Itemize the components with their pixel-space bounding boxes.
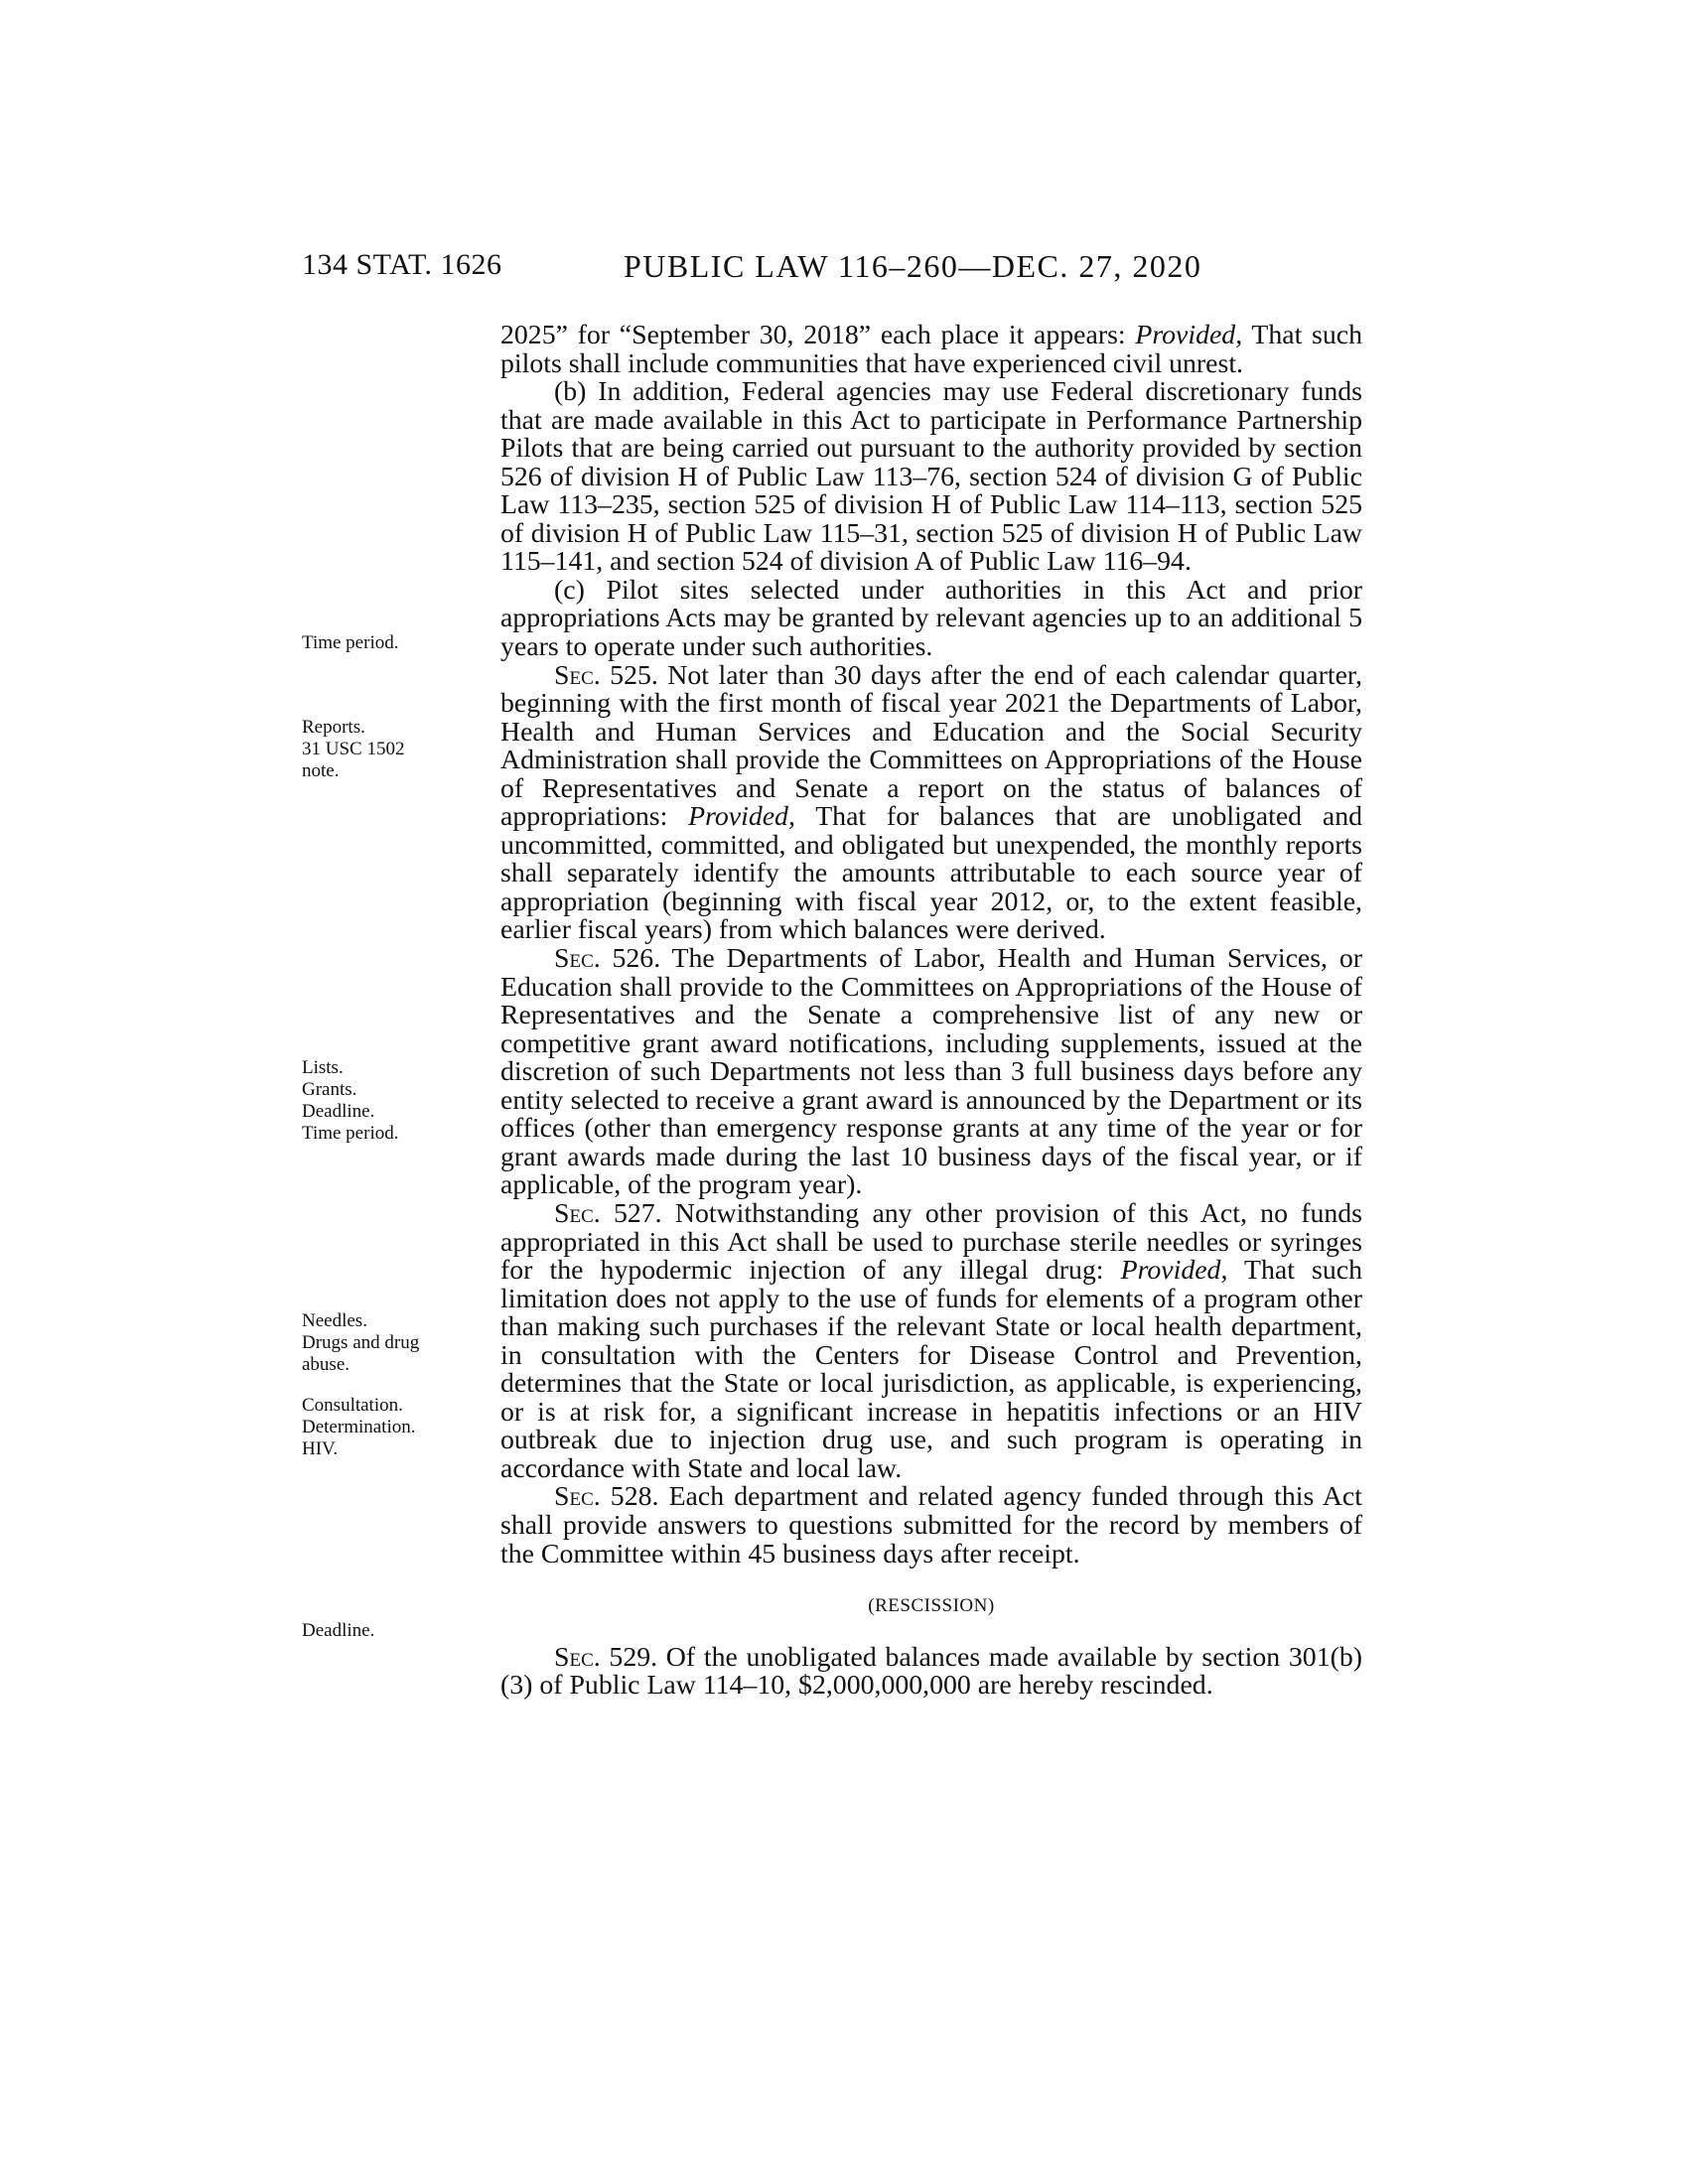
margin-note-needles: Needles. Drugs and drug abuse.	[302, 1310, 420, 1375]
section-528: Sec. 528. Each department and related agency funded through this Act shall provide answers to questions submitted for the record by members of the Committee within 45 business days after receipt.	[500, 1481, 1362, 1570]
body-text	[500, 322, 1362, 1701]
section-529: Sec. 529. Of the unobligated balances made available by section 301(b)(3) of Public Law 114–10, $2,000,000,000 are hereby rescinded.	[500, 1641, 1362, 1702]
paragraph-c: (c) Pilot sites selected under authorities in this Act and prior appropriations Acts may be granted by relevant agencies up to an additional 5 years to operate under such authorities.	[500, 574, 1362, 663]
law-title: PUBLIC LAW 116–260—DEC. 27, 2020	[624, 248, 1202, 284]
section-527: Sec. 527. Notwithstanding any other provision of this Act, no funds appropriated in this Act shall be used to purchase sterile needles or syringes for the hypodermic injection of any illegal drug: Provided, That such limitation does not apply to the use of funds for elements of a program other than making such purchases if the relevant State or local health department, in consultation with the Centers for Disease Control and Prevention, determines that the State or local jurisdiction, as applicable, is experiencing, or is at risk for, a significant increase in hepatitis infections or an HIV outbreak due to injection drug use, and such program is operating in accordance with State and local law.	[500, 1197, 1362, 1484]
paragraph-b: (b) In addition, Federal agencies may use Federal discretionary funds that are made available in this Act to participate in Performance Partnership Pilots that are being carried out pursuant to the authority provided by section 526 of division H of Public Law 113–76, section 524 of division G of Public Law 113–235, section 525 of division H of Public Law 114–113, section 525 of division H of Public Law 115–31, section 525 of division H of Public Law 115–141, and section 524 of division A of Public Law 116–94.	[500, 376, 1362, 578]
margin-note-lists-grants: Lists. Grants. Deadline. Time period.	[302, 1057, 399, 1144]
section-525: Sec. 525. Not later than 30 days after the end of each calendar quarter, beginning with the first month of fiscal year 2021 the Departments of Labor, Health and Human Services and Education and the Social Security Administration shall provide the Committees on Appropriations of the House of Representatives and Senate a report on the status of balances of appropriations: Provided, That for balances that are unobligated and uncommitted, committed, and obligated but unexpended, the monthly reports shall separately identify the amounts attributable to each source year of appropriation (beginning with fiscal year 2012, or, to the extent feasible, earlier fiscal years) from which balances were derived.	[500, 659, 1362, 946]
section-526: Sec. 526. The Departments of Labor, Health and Human Services, or Education shall provide to the Committees on Appropriations of the House of Representatives and the Senate a comprehensive list of any new or competitive grant award notifications, including supplements, issued at the discretion of such Departments not less than 3 full business days before any entity selected to receive a grant award is announced by the Department or its offices (other than emergency response grants at any time of the year or for grant awards made during the last 10 business days of the fiscal year, or if applicable, of the program year).	[500, 943, 1362, 1201]
margin-note-reports: Reports. 31 USC 1502 note.	[302, 717, 405, 781]
paragraph-continued: 2025” for “September 30, 2018” each place it appears: Provided, That such pilots shall include communities that have experienced civil unrest.	[500, 320, 1362, 379]
stat-page-reference: 134 STAT. 1626	[302, 248, 502, 281]
rescission-heading: (RESCISSION)	[868, 1595, 995, 1617]
margin-note-time-period: Time period.	[302, 632, 399, 653]
margin-note-deadline: Deadline.	[302, 1620, 375, 1641]
running-header	[302, 248, 1364, 284]
margin-note-consultation: Consultation. Determination. HIV.	[302, 1395, 416, 1459]
